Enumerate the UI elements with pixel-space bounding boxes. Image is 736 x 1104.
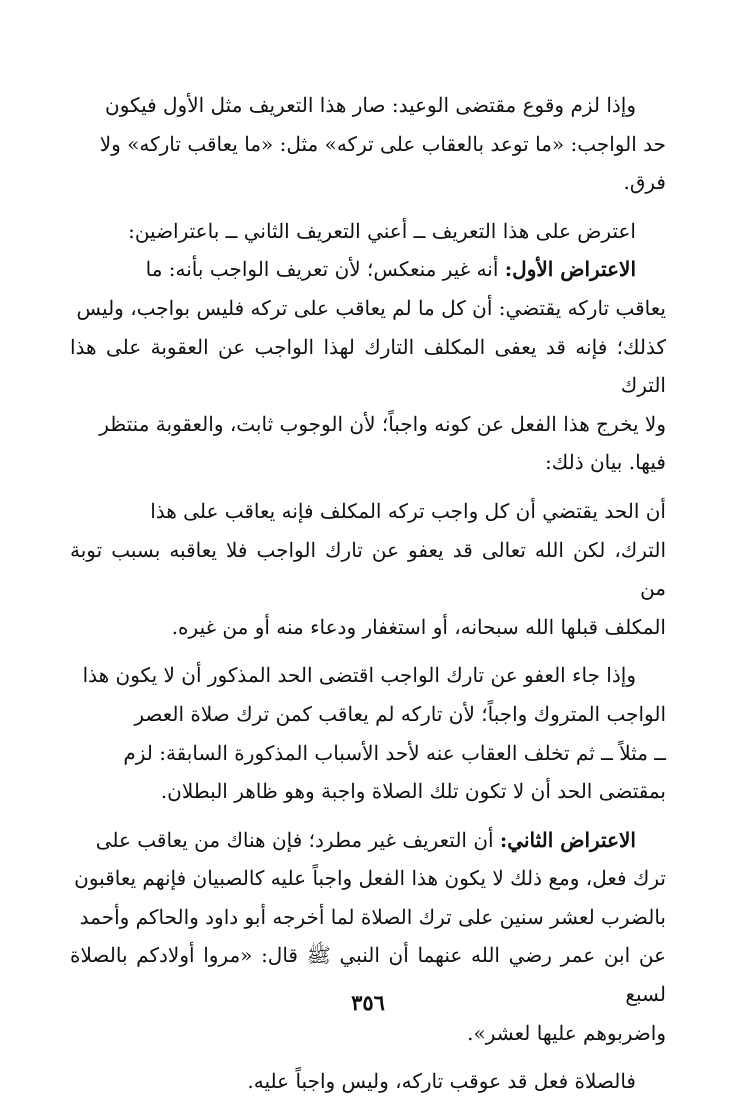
text-line: أن التعريف غير مطرد؛ فإن هناك من يعاقب على xyxy=(95,827,500,852)
paragraph-1 xyxy=(70,86,666,202)
text-line: الترك، لكن الله تعالى قد يعفو عن تارك الواجب فلا يعاقبه بسبب توبة من xyxy=(70,537,666,601)
text-line: يعاقب تاركه يقتضي: أن كل ما لم يعاقب على تركه فليس بواجب، وليس xyxy=(76,295,666,320)
paragraph-6 xyxy=(70,821,666,1053)
paragraph-7 xyxy=(70,1062,666,1101)
text-line: وإذا لزم وقوع مقتضى الوعيد: صار هذا التعريف مثل الأول فيكون xyxy=(105,93,636,117)
text-line: فالصلاة فعل قد عوقب تاركه، وليس واجباً عليه. xyxy=(247,1069,636,1094)
objection-heading: الاعتراض الأول: xyxy=(504,257,636,282)
text-line: فيها. بيان ذلك: xyxy=(545,450,666,475)
paragraph-2 xyxy=(70,212,666,251)
text-line: أنه غير منعكس؛ لأن تعريف الواجب بأنه: ما xyxy=(145,257,505,282)
text-line: أن الحد يقتضي أن كل واجب تركه المكلف فإنه يعاقب على هذا xyxy=(150,498,666,523)
text-line: الواجب المتروك واجباً؛ لأن تاركه لم يعاقب كمن ترك صلاة العصر xyxy=(134,701,666,726)
text-line: المكلف قبلها الله سبحانه، أو استغفار ودعاء منه أو من غيره. xyxy=(171,614,666,639)
text-line: فرق. xyxy=(623,170,666,195)
text-line: بمقتضى الحد أن لا تكون تلك الصلاة واجبة وهو ظاهر البطلان. xyxy=(160,779,666,804)
paragraph-5 xyxy=(70,656,666,810)
objection-heading: الاعتراض الثاني: xyxy=(499,827,636,852)
text-line: ــ مثلاً ــ ثم تخلف العقاب عنه لأحد الأسباب المذكورة السابقة: لزم xyxy=(123,740,666,765)
text-line: اعترض على هذا التعريف ــ أعني التعريف الثاني ــ باعتراضين: xyxy=(128,218,636,243)
text-line: بالضرب لعشر سنين على ترك الصلاة لما أخرجه أبو داود والحاكم وأحمد xyxy=(79,904,666,929)
paragraph-4 xyxy=(70,492,666,646)
text-line: عن ابن عمر رضي الله عنهما أن النبي ﷺ قال: «مروا أولادكم بالصلاة لسبع xyxy=(70,943,666,1007)
text-line: كذلك؛ فإنه قد يعفى المكلف التارك لهذا الواجب عن العقوبة على هذا الترك xyxy=(70,334,666,398)
body-text xyxy=(70,86,666,1101)
page-number: ٣٥٦ xyxy=(351,990,385,1015)
text-line: ولا يخرج هذا الفعل عن كونه واجباً؛ لأن الوجوب ثابت، والعقوبة منتظر xyxy=(99,411,666,436)
text-line: ترك فعل، ومع ذلك لا يكون هذا الفعل واجباً عليه كالصبيان فإنهم يعاقبون xyxy=(74,866,666,891)
text-line: وإذا جاء العفو عن تارك الواجب اقتضى الحد المذكور أن لا يكون هذا xyxy=(82,663,636,688)
text-line: واضربوهم عليها لعشر». xyxy=(467,1020,666,1045)
text-line: حد الواجب: «ما توعد بالعقاب على تركه» مثل: «ما يعاقب تاركه» ولا xyxy=(99,131,666,156)
paragraph-3 xyxy=(70,250,666,482)
